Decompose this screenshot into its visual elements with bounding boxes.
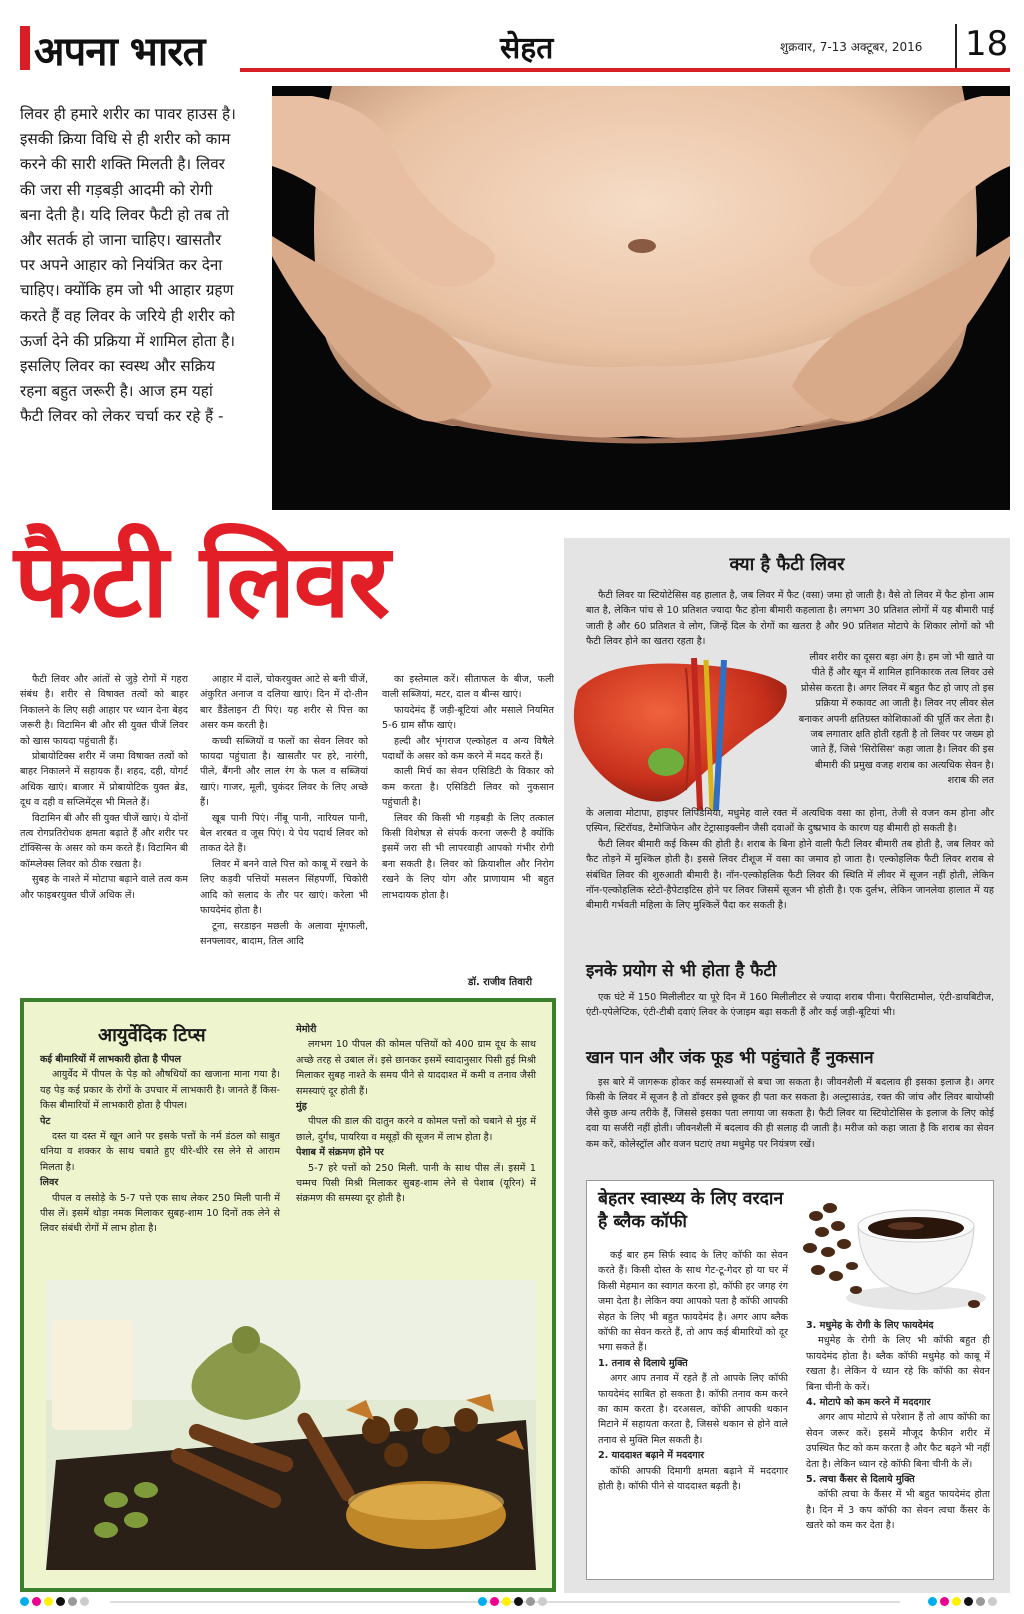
coffee-cup-icon <box>796 1186 990 1314</box>
coffee-point-heading: 3. मधुमेह के रोगी के लिए फायदेमंद <box>806 1320 934 1331</box>
paragraph: लिवर की किसी भी गड़बड़ी के लिए तत्काल किसी विशेषज्ञ से संपर्क करना जरूरी है क्योंकि इसमें जरा सी भी लापरवाही आपको गंभीर रोगी बना सकती है। लिवर को क्रियाशील और निरोग रखने के लिए योग और प्राणायाम भी बहुत लाभदायक होता है। <box>382 812 554 901</box>
coffee-point-heading: 1. तनाव से दिलाये मुक्ति <box>598 1357 688 1369</box>
masthead-logo: अपना भारत <box>34 29 205 75</box>
box-what-para-a <box>586 588 994 650</box>
article-column-3 <box>382 672 554 972</box>
masthead-red-bar <box>20 26 30 70</box>
box-junk-body <box>586 1075 994 1152</box>
box-what-para-b <box>796 650 994 805</box>
ayurvedic-subheading: कई बीमारियों में लाभकारी होता है पीपल <box>40 1054 182 1065</box>
belly-fat-photo <box>272 86 1010 510</box>
paragraph: सुबह के नाश्ते में मोटापा बढ़ाने वाले तत्व कम और फाइबरयुक्त चीजें अधिक लें। <box>20 874 188 901</box>
footer-color-dots-left <box>20 1597 89 1607</box>
belly-fat-illustration <box>272 86 1010 510</box>
section-title: सेहत <box>500 31 554 66</box>
paragraph: मधुमेह के रोगी के लिए भी कॉफी बहुत ही फायदेमंद होता है। ब्लैक कॉफी मधुमेह को काबू में रखता है। लेकिन ये ध्यान रहे कि कॉफी का सेवन बिना चीनी के करें। <box>806 1335 990 1393</box>
ayurvedic-column-2 <box>296 1022 536 1207</box>
dot-light-grey <box>80 1597 89 1606</box>
ayurvedic-heading: आयुर्वेदिक टिप्स <box>98 1025 206 1046</box>
dot-yellow <box>44 1597 53 1606</box>
author-byline: डॉ. राजीव तिवारी <box>468 977 533 988</box>
paragraph: प्रोबायोटिक्स शरीर में जमा विषाक्त तत्वों को बाहर निकालने में सहायक हैं। शहद, दही, योगर्ट अधिक खाएं। बाजार में प्रोबायोटिक युक्त ब्रेड, दूध व दही व सप्लिमेंट्स भी मिलते हैं। <box>20 751 188 809</box>
box-heading-usage: इनके प्रयोग से भी होता है फैटी <box>586 961 777 981</box>
dot-light-grey <box>988 1597 997 1606</box>
paragraph: अगर आप मोटापे से परेशान हैं तो आप कॉफी का सेवन जरूर करें। इसमें मौजूद कैफीन शरीर में उपस्थित फैट को कम करता है और फैट बढ़ने भी नहीं देता है। लेकिन ध्यान रहे कॉफी बिना चीनी के लें। <box>806 1412 990 1470</box>
ayurvedic-subheading: पेट <box>40 1115 51 1127</box>
paragraph: विटामिन बी और सी युक्त चीजें खाएं। ये दोनों तत्व रोगप्रतिरोधक क्षमता बढ़ाते हैं और शरीर पर टॉक्सिन्स के असर को कम करते हैं। विटामिन बी कॉम्प्लेक्स लिवर को ठीक रखता है। <box>20 812 188 870</box>
ayurvedic-subheading: मुंह <box>296 1101 307 1113</box>
box-heading-junk-food: खान पान और जंक फूड भी पहुंचाते हैं नुकसान <box>586 1048 874 1068</box>
box-usage-body <box>586 990 994 1021</box>
dot-black <box>964 1597 973 1606</box>
paragraph: फैटी लिवर या स्टियोटेसिस वह हालात है, जब लिवर में फैट (वसा) जमा हो जाती है। वैसे तो लिवर में फैट होना आम बात है, लेकिन पांच से 10 प्रतिशत ज्यादा फैट होना बीमारी कहलाता है। लगभग 30 प्रतिशत लोगों में यह बीमारी पाई जाती है और 60 प्रतिशत वे लोग, जिन्हें दिल के रोगों का खतरा है और 90 प्रतिशत मोटापे के शिकार लोगों को भी फैटी लिवर होने का खतरा रहता है। <box>586 590 994 648</box>
paragraph: इस बारे में जागरूक होकर कई समस्याओं से बचा जा सकता है। जीवनशैली में बदलाव ही इसका इलाज है। अगर किसी के लिवर में सूजन है तो डॉक्टर इसे छूकर ही पता कर सकता है। अल्ट्रासाउंड, रक्त की जांच और लिवर बायोप्सी जैसे कुछ अन्य तरीके हैं, जिससे इसका पता लगाया जा सकता है। फैटी लिवर या स्टियोटोसिस के इलाज के लिए कोई दवा या सर्जरी नहीं होती। जीवनशैली में बदलाव की ही सलाह दी जाती है। मरीज को कहा जाता है कि शराब का सेवन कम करें, कोलेस्ट्रॉल और वजन घटाएं तथा मधुमेह पर नियंत्रण रखें। <box>586 1077 994 1150</box>
coffee-cup-photo <box>796 1186 990 1314</box>
dot-light-grey <box>538 1597 547 1606</box>
intro-text: लिवर ही हमारे शरीर का पावर हाउस है। इसकी क्रिया विधि से ही शरीर को काम करने की सारी शक्ति मिलती है। लिवर की जरा सी गड़बड़ी आदमी को रोगी बना देती है। यदि लिवर फैटी हो तब तो और सतर्क हो जाना चाहिए। खासतौर पर अपने आहार को नियंत्रित कर देना चाहिए। क्योंकि हम जो भी आहार ग्रहण करते हैं वह लिवर के जरिये ही शरीर को ऊर्जा देने की प्रक्रिया में शामिल होता है। इसलिए लिवर का स्वस्थ और सक्रिय रहना बहुत जरूरी है। आज हम यहां फैटी लिवर को लेकर चर्चा कर रहे हैं - <box>20 105 236 426</box>
paragraph: लिवर में बनने वाले पित्त को काबू में रखने के लिए कड़वी पत्तियों मसलन सिंहपर्णी, चिकोरी आदि को सलाद के तौर पर खाएं। करेला भी फायदेमंद होता है। <box>200 858 368 917</box>
coffee-column-2 <box>806 1318 990 1574</box>
ayurvedic-subheading: पेशाब में संक्रमण होने पर <box>296 1147 384 1159</box>
article-column-1 <box>20 672 188 990</box>
paragraph: दस्त या दस्त में खून आने पर इसके पत्तों के नर्म डंठल को साबुत धनिया व शक्कर के साथ चबाते हुए धीरे-धीरे रस लेने से आराम मिलता है। <box>40 1131 280 1173</box>
paragraph: अगर आप तनाव में रहते हैं तो आपके लिए कॉफी फायदेमंद साबित हो सकता है। कॉफी तनाव कम करने का काम करता है। दरअसल, कॉफी आपकी थकान मिटाने में सहायता करता है, जिससे थकान से होने वाले तनाव से मुक्ति मिल सकती है। <box>598 1373 788 1446</box>
paragraph: कच्ची सब्जियों व फलों का सेवन लिवर को फायदा पहुंचाता है। खासतौर पर हरे, नारंगी, पीले, बैंगनी और लाल रंग के फल व सब्जियां खाएं। गाजर, मूली, चुकंदर लिवर के लिए अच्छे हैं। <box>200 735 368 809</box>
paragraph: पीपल व लसोड़े के 5-7 पत्ते एक साथ लेकर 250 मिली पानी में पीस लें। इसमें थोड़ा नमक मिलाकर सुबह-शाम 10 दिनों तक लेने से लिवर संबंधी रोगों में लाभ होता है। <box>40 1192 280 1235</box>
ayurvedic-subheading: लिवर <box>40 1177 59 1189</box>
dot-cyan <box>20 1597 29 1606</box>
paragraph: लगभग 10 पीपल की कोमल पत्तियों को 400 ग्राम दूध के साथ अच्छे तरह से उबाल लें। इसे छानकर इसमें स्वादानुसार पिसी हुई मिश्री मिलाकर सुबह नाश्ते के समय पीने से याददाश्त में कमी व तनाव जैसी समस्याएं दूर होती हैं। <box>296 1039 536 1097</box>
coffee-point-heading: 2. याददाश्त बढ़ाने में मददगार <box>598 1450 705 1462</box>
ayurvedic-subheading: मेमोरी <box>296 1024 317 1035</box>
article-column-2 <box>200 672 368 990</box>
dot-magenta <box>490 1597 499 1606</box>
dot-grey <box>976 1597 985 1606</box>
dot-black <box>56 1597 65 1606</box>
paragraph: कॉफी आपकी दिमागी क्षमता बढ़ाने में मददगार होती है। कॉफी पीने से याददाश्त बढ़ती है। <box>598 1465 788 1493</box>
coffee-column-1 <box>598 1248 788 1570</box>
paragraph: आयुर्वेद में पीपल के पेड़ को औषधियों का खजाना माना गया है। यह पेड़ कई प्रकार के रोगों के उपचार में लाभकारी है। जानते हैं किस-किस बीमारियों में लाभकारी होता है पीपल। <box>40 1069 280 1112</box>
paragraph: का इस्तेमाल करें। सीताफल के बीज, फली वाली सब्जियां, मटर, दाल व बीन्स खाएं। <box>382 674 554 701</box>
paragraph: कॉफी त्वचा के कैंसर में भी बहुत फायदेमंद होता है। दिन में 3 कप कॉफी का सेवन त्वचा कैंसर के खतरे को कम कर देता है। <box>806 1489 990 1532</box>
paragraph: के अलावा मोटापा, हाइपर लिपिडेमिया, मधुमेह वाले रक्त में अत्यधिक वसा का होना, तेजी से वजन कम होना और एस्पिन, स्टिरॉयड, टैमोजिफेन और टेट्रासाइक्लीन जैसी दवाओं के दुष्प्रभाव के कारण यह बीमारी हो सकती है। <box>586 808 994 835</box>
footer-color-dots-center <box>478 1597 547 1607</box>
ayurvedic-column-1 <box>40 1052 280 1237</box>
dot-yellow <box>952 1597 961 1606</box>
paragraph: लीवर शरीर का दूसरा बड़ा अंग है। हम जो भी खाते या पीते हैं और खून में शामिल हानिकारक तत्व लिवर उसे प्रोसेस करता है। अगर लिवर में बहुत फैट हो जाए तो इस प्रक्रिया में रुकावट आ जाती है। लिवर नए लीवर सेल बनाकर अपनी क्षतिग्रस्त कोशिकाओं की पूर्ति कर लेता है। जब लगातार क्षति होती रहती है तो लिवर पर जख्म हो जाते हैं, जिसे 'सिरोसिस' कहा जाता है। लिवर की इस बीमारी की प्रमुख वजह शराब का अत्यधिक सेवन है। शराब की लत <box>798 652 994 787</box>
dot-yellow <box>502 1597 511 1606</box>
paragraph: फायदेमंद हैं जड़ी-बूटियां और मसाले नियमित 5-6 ग्राम सौंफ खाएं। <box>382 704 554 732</box>
herbs-spices-photo <box>46 1280 536 1570</box>
herbs-icon <box>46 1280 536 1570</box>
dot-magenta <box>940 1597 949 1606</box>
dot-grey <box>68 1597 77 1606</box>
liver-illustration <box>566 650 792 810</box>
dot-grey <box>526 1597 535 1606</box>
dot-magenta <box>32 1597 41 1606</box>
paragraph: एक घंटे में 150 मिलीलीटर या पूरे दिन में 160 मिलीलीटर से ज्यादा शराब पीना। पैरासिटामोल, एंटी-डायबिटीज, एंटी-एपेलेप्टिक, एंटी-टीबी दवाएं लिवर के एंजाइम बढ़ा सकती हैं और कई जड़ी-बूटियां भी। <box>586 992 994 1019</box>
paragraph: कई बार हम सिर्फ स्वाद के लिए कॉफी का सेवन करते हैं। किसी दोस्त के साथ गेट-टू-गेदर हो या घर में किसी मेहमान का स्वागत करना हो, कॉफी हर जगह रंग जमा देता है। लेकिन क्या आपको पता है कॉफी आपकी सेहत के लिए भी बहुत फायदेमंद है। अगर आप ब्लैक कॉफी का सेवन करते हैं, तो आप कई बीमारियों को दूर भगा सकते हैं। <box>598 1250 788 1354</box>
coffee-heading: बेहतर स्वास्थ्य के लिए वरदान है ब्लैक कॉफी <box>598 1189 784 1232</box>
footer-color-dots-right <box>928 1597 997 1607</box>
paragraph: खूब पानी पिएं। नींबू पानी, नारियल पानी, बेल शरबत व जूस पिएं। ये पेय पदार्थ लिवर को ताकत देते हैं। <box>200 812 368 855</box>
paragraph: पीपल की डाल की दातुन करने व कोमल पत्तों को चबाने से मुंह में छाले, दुर्गंध, पायरिया व मसूड़ों की सूजन में लाभ होता है। <box>296 1116 536 1143</box>
dot-cyan <box>478 1597 487 1606</box>
paragraph: हल्दी और भृंगराज एल्कोहल व अन्य विषैले पदार्थों के असर को कम करने में मदद करते हैं। <box>382 735 554 763</box>
box-what-para-c <box>586 806 994 914</box>
page-number-divider <box>955 24 957 68</box>
paragraph: टूना, सरडाइन मछली के अलावा मूंगफली, सनफ्लावर, बादाम, तिल आदि <box>200 920 368 947</box>
paragraph: आहार में दालें, चोकरयुक्त आटे से बनी चीजें, अंकुरित अनाज व दलिया खाएं। दिन में दो-तीन बार डैंडेलाइन टी पिएं। यह शरीर से पित्त का असर कम करती है। <box>200 674 368 732</box>
coffee-point-heading: 5. त्वचा कैंसर से दिलाये मुक्ति <box>806 1474 915 1486</box>
dot-cyan <box>928 1597 937 1606</box>
paragraph: काली मिर्च का सेवन एसिडिटी के विकार को कम करता है। एसिडिटी लिवर को नुकसान पहुंचाती है। <box>382 766 554 809</box>
article-title: फैटी लिवर <box>14 522 388 641</box>
paragraph: फैटी लिवर और आंतों से जुड़े रोगों में गहरा संबंध है। शरीर से विषाक्त तत्वों को बाहर निकालने के लिए सही आहार पर ध्यान देना बेहद जरूरी है। विटामिन बी और सी युक्त चीजें लिवर को खास फायदा पहुंचाती हैं। <box>20 674 188 747</box>
coffee-point-heading: 4. मोटापे को कम करने में मददगार <box>806 1397 931 1409</box>
box-heading-what-is: क्या है फैटी लिवर <box>729 554 845 575</box>
paragraph: 5-7 हरे पत्तों को 250 मिली. पानी के साथ पीस लें। इसमें 1 चम्मच पिसी मिश्री मिलाकर सुबह-शाम लेने से पेशाब (यूरिन) में संक्रमण की समस्या दूर होती है। <box>296 1162 536 1205</box>
liver-icon <box>566 650 792 810</box>
page-number: 18 <box>965 24 1009 64</box>
issue-date: शुक्रवार, 7-13 अक्टूबर, 2016 <box>780 40 923 54</box>
header-rule <box>240 68 1010 72</box>
paragraph: फैटी लिवर बीमारी कई किस्म की होती है। शराब के बिना होने वाली फैटी लिवर बीमारी तब होती है, जब लिवर को फैट तोड़ने में मुश्किल होती है। इससे लिवर टीशूज में वसा का जमाव हो जाता है। एल्कोहलिक फैटी लिवर शराब से संबंधित लिवर की शुरुआती बीमारी है। नॉन-एल्कोहलिक फैटी लिवर की स्थिति में लीवर में सूजन नहीं होती, लेकिन नॉन-एल्कोहलिक स्टेटो-हैपेटाइटिस होने पर लिवर जिसमें सूजन भी होती है। एक दुर्लभ, लेकिन जानलेवा हालात में यह बीमारी गर्भवती महिला के लिए मुश्किलें पैदा कर सकती है। <box>586 838 994 912</box>
dot-black <box>514 1597 523 1606</box>
